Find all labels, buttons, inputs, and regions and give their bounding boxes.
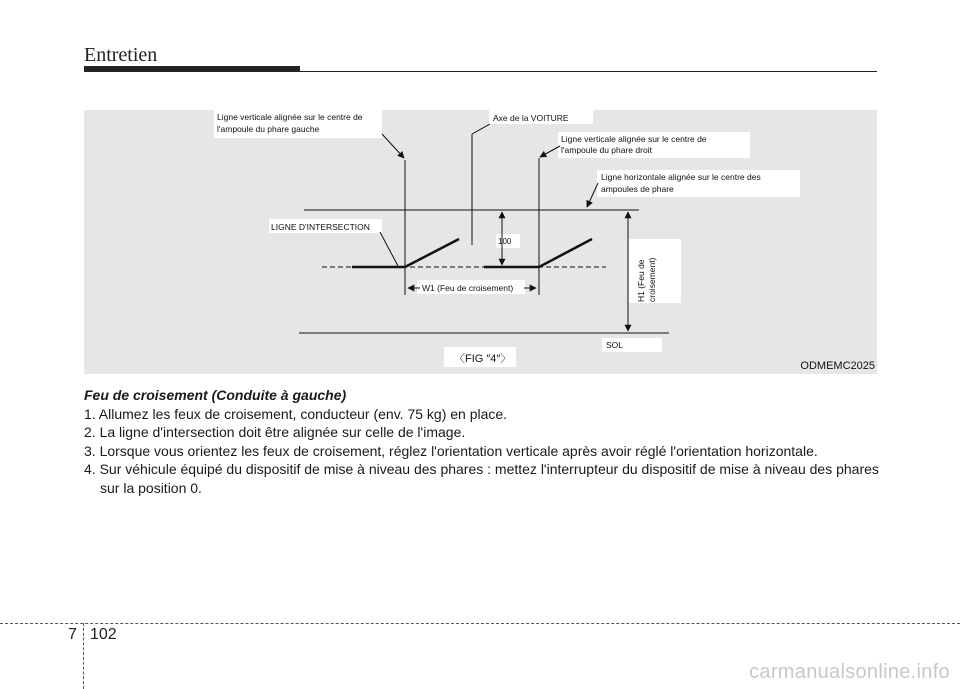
step-item: 4. Sur véhicule équipé du dispositif de mise à niveau des phares : mettez l'interrupteur du dispositif de mise à niveau des phares sur la position 0. [84,461,879,496]
footer-divider [83,623,84,689]
instructions [84,386,884,497]
instructions-subtitle: Feu de croisement (Conduite à gauche) [84,387,347,403]
label-horizontal-2: ampoules de phare [601,184,674,194]
step-item: 1. Allumez les feux de croisement, conducteur (env. 75 kg) en place. [84,405,508,422]
page-number: 102 [90,626,117,643]
headlamp-diagram [84,110,877,374]
label-h1-2: croisement) [647,257,657,302]
header-rule [300,71,877,72]
headlamp-aiming-figure [84,110,877,374]
step-item: 3. Lorsque vous orientez les feux de croisement, réglez l'orientation verticale après avoir réglé l'orientation horizontale. [84,442,818,459]
label-ground: SOL [606,340,624,350]
label-car-axis: Axe de la VOITURE [493,113,569,123]
label-left-vertical-1: Ligne verticale alignée sur le centre de [217,112,363,122]
label-intersection: LIGNE D'INTERSECTION [271,222,370,232]
watermark: carmanualsonline.info [749,661,950,683]
leader-right-vertical [540,146,560,157]
steps-list [84,405,884,498]
leader-car-axis [472,124,490,134]
label-w1: W1 (Feu de croisement) [422,283,514,293]
label-horizontal-1: Ligne horizontale alignée sur le centre des [601,172,761,182]
leader-left-vertical [382,134,404,158]
step-item: 2. La ligne d'intersection doit être alignée sur celle de l'image. [84,424,466,440]
figure-caption: 〈FIG ″4″〉 [454,353,512,365]
leader-horizontal [587,183,598,207]
label-left-vertical-2: l'ampoule du phare gauche [217,124,320,134]
chapter-number: 7 [68,626,77,643]
leader-intersection [380,232,398,266]
section-title: Entretien [84,44,158,66]
figure-code: ODMEMC2025 [800,360,875,372]
footer-rule [0,623,960,624]
header-bar [84,66,300,72]
label-100: 100 [498,237,512,246]
label-right-vertical-2: l'ampoule du phare droit [561,145,652,155]
label-right-vertical-1: Ligne verticale alignée sur le centre de [561,134,707,144]
label-h1-1: H1 (Feu de [636,259,646,302]
